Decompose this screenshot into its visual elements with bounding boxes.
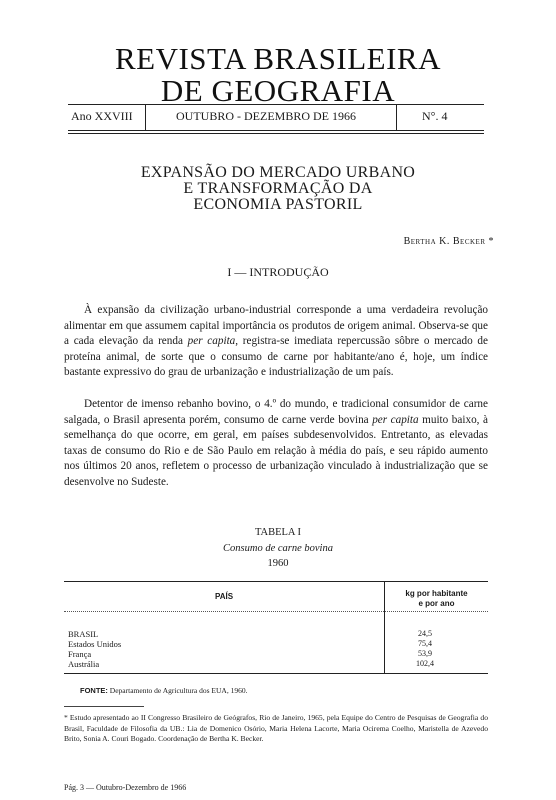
table-header-value-line: e por ano <box>418 599 455 608</box>
table-header-value <box>385 589 488 609</box>
article-title-line: E TRANSFORMAÇÃO DA <box>183 180 373 197</box>
table-cell-country: Estados Unidos <box>68 639 122 649</box>
table-cell-value: 102,4 <box>416 659 434 668</box>
table-rule-bottom <box>64 673 488 674</box>
table-cell-country: Austrália <box>68 659 100 669</box>
journal-title-line1: REVISTA BRASILEIRA <box>114 41 441 76</box>
table-cell-value: 75,4 <box>418 639 432 648</box>
table-label: TABELA I <box>254 527 302 538</box>
masthead-year: Ano XXVIII <box>71 109 133 123</box>
masthead-number: N°. 4 <box>422 109 448 123</box>
table-rule-top <box>64 581 488 582</box>
paragraph-italic: per capita <box>372 413 419 426</box>
table-source <box>80 686 247 695</box>
masthead-divider <box>145 104 146 130</box>
journal-title-line2: DE GEOGRAFIA <box>160 73 396 108</box>
paragraph <box>64 397 488 491</box>
table-cell-value: 53,9 <box>418 649 432 658</box>
footnote: * Estudo apresentado ao II Congresso Brasileiro de Geógrafos, Rio de Janeiro, 1965, pela Equipe do Centro de Pesquisas de Geografia do Brasil, Faculdade de Filosofia da UB.: Lia de Domenico Osório, Maria Helena Lacorte, Maria Ocirema Coelho, Maristella de Azevedo Brito, Sonia A. Couri Bogado. Coordenação de Bertha K. Becker. <box>64 713 488 743</box>
table-source-text: Departamento de Agricultura dos EUA, 1960. <box>107 686 248 695</box>
table-source-label: FONTE: <box>80 686 108 695</box>
paragraph <box>64 303 488 381</box>
masthead-divider <box>396 104 397 130</box>
footnote-rule <box>64 706 144 707</box>
masthead-rule-bottom <box>68 130 484 131</box>
paragraph-text: , registra-se imediata repercussão sôbre o mercado de proteína animal, de sorte que o consumo de carne por habitante/ano é, hoje, um índice bastante expressivo do grau de urbanização e industrialização de um país. <box>64 335 488 379</box>
table-header-value-line: kg por habitante <box>405 589 468 598</box>
paragraph-text: muito baixo, à semelhança do que ocorre, em geral, em países subdesenvolvidos. Entretanto, as elevadas taxas de consumo do Rio e de São Paulo em relação à média do país, e seu rápido aumento nos últimos 20 anos, refletem o processo de urbanização vinculado à industrialização que se desenvolve no Sudeste. <box>64 413 488 488</box>
table-header-country: PAÍS <box>214 592 234 601</box>
article-title-line: ECONOMIA PASTORIL <box>193 196 363 213</box>
table-year: 1960 <box>267 558 289 569</box>
table-cell-country: BRASIL <box>68 629 99 639</box>
page-footer: Pág. 3 — Outubro-Dezembro de 1966 <box>64 783 187 792</box>
masthead-period: OUTUBRO - DEZEMBRO DE 1966 <box>176 109 356 123</box>
paragraph-italic: per capita <box>187 335 236 348</box>
paragraph-text: Detentor de imenso rebanho bovino, o 4.º do mundo, e tradicional consumidor de carne salgada, o Brasil apresenta porém, consumo de carne verde bovina <box>64 398 488 426</box>
article-title-line: EXPANSÃO DO MERCADO URBANO <box>140 164 416 181</box>
paragraph-text: À expansão da civilização urbano-industrial corresponde a uma verdadeira revolução alimentar em que assumem capital importância os produtos de origem animal. Observa-se que a cada elevação da renda <box>64 304 488 348</box>
masthead-rule-top <box>68 104 484 105</box>
section-heading: I — INTRODUÇÃO <box>227 265 329 279</box>
article-author: Bertha K. Becker * <box>403 236 494 247</box>
masthead-rule-bottom <box>68 133 484 134</box>
table-cell-country: França <box>68 649 92 659</box>
table-caption: Consumo de carne bovina <box>223 543 333 554</box>
table-cell-value: 24,5 <box>418 629 432 638</box>
table-rule-header <box>64 611 488 612</box>
